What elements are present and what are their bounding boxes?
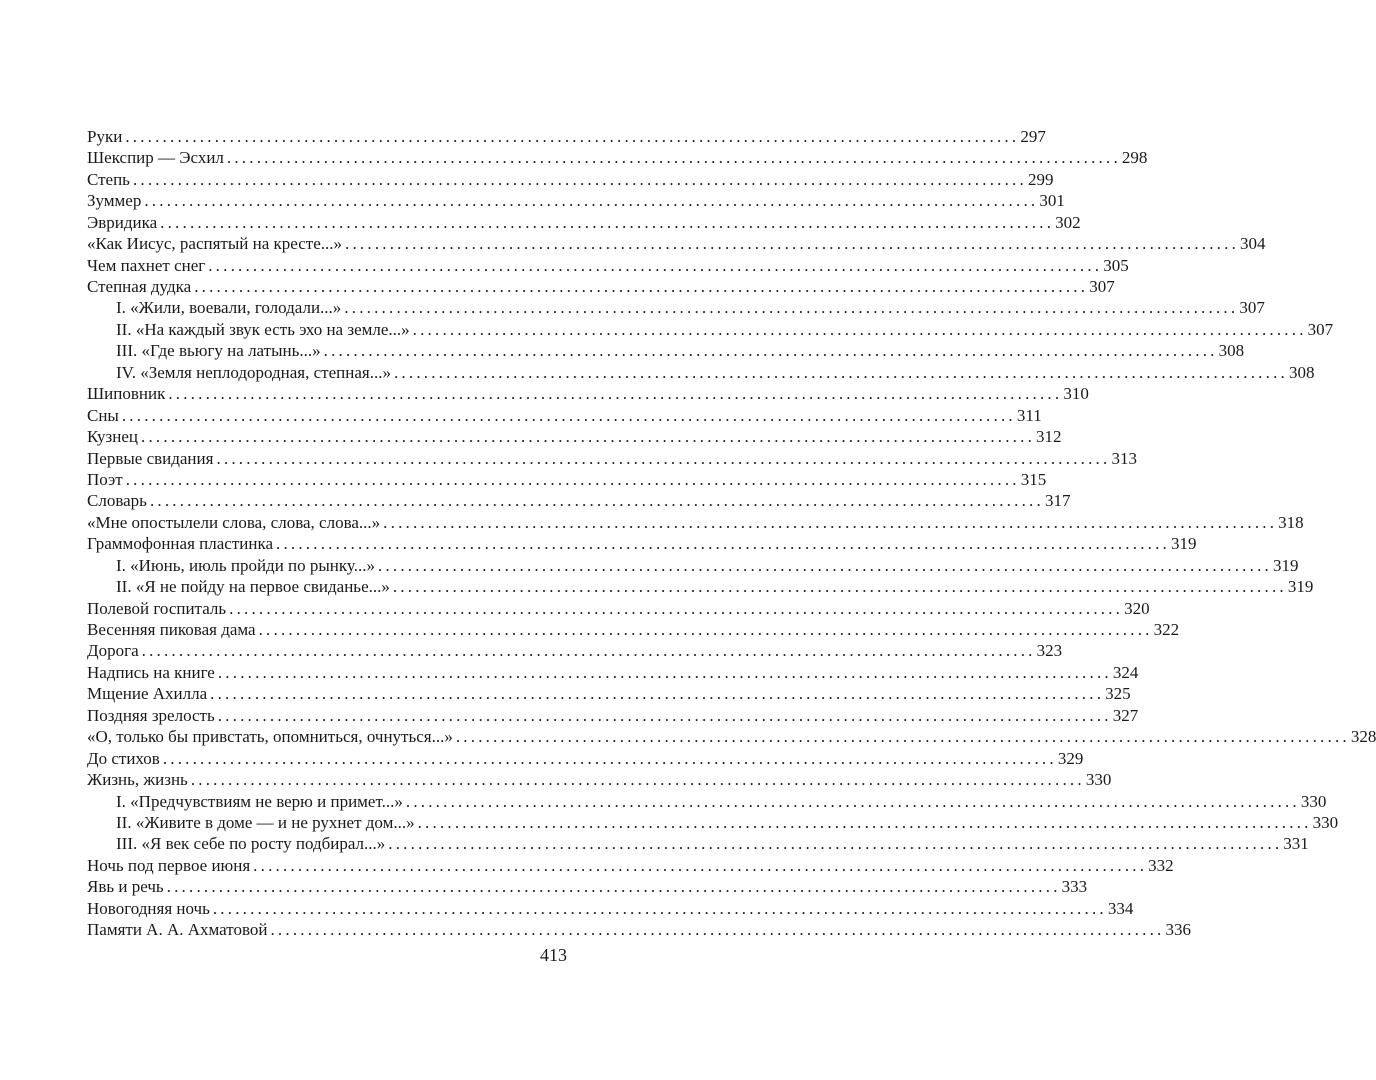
dot-leader: ........................................................................................................................: [344, 298, 1239, 318]
dot-leader: ........................................................................................................................: [455, 727, 1350, 747]
toc-entry-title: Поздняя зрелость: [87, 705, 215, 725]
toc-entry: [87, 512, 1304, 533]
toc-entry-title: Степная дудка: [87, 277, 192, 297]
toc-entry-title: II. «Живите в доме — и не рухнет дом...»: [116, 812, 415, 832]
toc-entry: [87, 619, 1180, 640]
toc-entry-page: 302: [1055, 212, 1081, 232]
toc-entry-page: 334: [1107, 898, 1134, 918]
toc-entry-title: III. «Где вьюгу на латынь...»: [116, 341, 321, 361]
toc-entry-title: «О, только бы привстать, опомниться, очнуться...»: [87, 727, 453, 747]
toc-entry-title: Дорога: [87, 641, 139, 661]
page-number: 413: [540, 945, 567, 965]
toc-entry-title: I. «Жили, воевали, голодали...»: [116, 298, 342, 318]
dot-leader: ........................................................................................................................: [194, 277, 1089, 297]
toc-entry-page: 322: [1153, 620, 1180, 640]
toc-entry: [87, 276, 1115, 297]
toc-entry-title: Полевой госпиталь: [87, 598, 227, 618]
dot-leader: ........................................................................................................................: [258, 620, 1153, 640]
toc-entry: [87, 898, 1134, 919]
toc-entry-page: 301: [1039, 191, 1065, 211]
toc-entry-page: 318: [1278, 512, 1304, 532]
toc-entry-title: Памяти А. А. Ахматовой: [87, 920, 268, 940]
toc-entry-page: 319: [1272, 555, 1299, 575]
toc-entry-title: Эвридика: [87, 212, 158, 232]
toc-entry-title: До стихов: [87, 748, 160, 768]
dot-leader: ........................................................................................................................: [405, 791, 1300, 811]
toc-entry-page: 329: [1057, 748, 1084, 768]
dot-leader: ........................................................................................................................: [345, 234, 1240, 254]
toc-entry-page: 307: [1239, 298, 1265, 318]
toc-entry-page: 319: [1171, 534, 1197, 554]
toc-entry-page: 328: [1350, 727, 1376, 747]
dot-leader: ........................................................................................................................: [226, 148, 1121, 168]
toc-entry: [87, 791, 1327, 812]
toc-entry: [87, 383, 1089, 404]
toc-entry: [87, 233, 1266, 254]
toc-entry: [87, 212, 1081, 233]
toc-entry: [87, 769, 1112, 790]
toc-entry-title: Поэт: [87, 469, 123, 489]
toc-entry: [87, 126, 1046, 147]
toc-entry-title: «Мне опостылели слова, слова, слова...»: [87, 512, 381, 532]
toc-entry-page: 308: [1218, 341, 1245, 361]
toc-entry: [87, 469, 1047, 490]
toc-entry: [87, 705, 1139, 726]
toc-entry-page: 305: [1103, 255, 1129, 275]
toc-entry-title: Весенняя пиковая дама: [87, 620, 256, 640]
toc-entry-page: 308: [1288, 362, 1315, 382]
toc-entry: [87, 169, 1054, 190]
dot-leader: ........................................................................................................................: [208, 255, 1103, 275]
dot-leader: ........................................................................................................................: [217, 705, 1112, 725]
toc-entry-title: I. «Июнь, июль пройди по рынку...»: [116, 555, 375, 575]
toc-entry-title: Надпись на книге: [87, 662, 215, 682]
toc-entry-title: II. «Я не пойду на первое свиданье...»: [116, 577, 390, 597]
toc-entry-title: Явь и речь: [87, 877, 164, 897]
toc-entry-page: 307: [1307, 319, 1334, 339]
dot-leader: ........................................................................................................................: [210, 684, 1105, 704]
toc-entry-page: 311: [1016, 405, 1042, 425]
toc-entry: [87, 812, 1339, 833]
toc-entry-page: 307: [1089, 277, 1115, 297]
toc-entry-page: 333: [1061, 877, 1088, 897]
toc-entry: [87, 405, 1042, 426]
dot-leader: ........................................................................................................................: [393, 362, 1288, 382]
dot-leader: ........................................................................................................................: [388, 834, 1283, 854]
toc-entry-title: IV. «Земля неплодородная, степная...»: [116, 362, 391, 382]
toc-entry: [87, 533, 1197, 554]
toc-entry: [87, 876, 1088, 897]
toc-entry-page: 299: [1027, 169, 1054, 189]
toc-entry-page: 336: [1165, 920, 1191, 940]
toc-entry-page: 313: [1111, 448, 1137, 468]
toc-entry-page: 317: [1044, 491, 1071, 511]
dot-leader: ........................................................................................................................: [121, 405, 1016, 425]
toc-entry-page: 304: [1240, 234, 1266, 254]
toc-entry-page: 298: [1121, 148, 1148, 168]
toc-entry: [87, 448, 1137, 469]
toc-entry-title: Ночь под первое июня: [87, 855, 251, 875]
toc-entry: [87, 576, 1314, 597]
toc-entry: [87, 748, 1084, 769]
dot-leader: ........................................................................................................................: [168, 384, 1063, 404]
toc-entry-page: 319: [1287, 577, 1314, 597]
toc-entry-title: III. «Я век себе по росту подбирал...»: [116, 834, 386, 854]
toc-entry-title: Граммофонная пластинка: [87, 534, 273, 554]
toc-entry: [87, 555, 1299, 576]
dot-leader: ........................................................................................................................: [217, 662, 1112, 682]
dot-leader: ........................................................................................................................: [212, 898, 1107, 918]
toc-entry-page: 331: [1283, 834, 1309, 854]
toc-entry: [87, 598, 1150, 619]
toc-entry-page: 323: [1036, 641, 1063, 661]
dot-leader: ........................................................................................................................: [190, 770, 1085, 790]
toc-entry-page: 332: [1148, 855, 1174, 875]
toc-entry: [87, 833, 1309, 854]
toc-entry-page: 315: [1020, 469, 1047, 489]
dot-leader: ........................................................................................................................: [412, 319, 1307, 339]
toc-entry-title: Зуммер: [87, 191, 142, 211]
toc-entry: [87, 490, 1071, 511]
dot-leader: ........................................................................................................................: [253, 855, 1148, 875]
dot-leader: ........................................................................................................................: [229, 598, 1124, 618]
toc-entry-title: Жизнь, жизнь: [87, 770, 188, 790]
toc-entry-title: Сны: [87, 405, 119, 425]
dot-leader: ........................................................................................................................: [166, 877, 1061, 897]
toc-entry: [87, 255, 1129, 276]
toc-entry-page: 297: [1020, 126, 1046, 146]
dot-leader: ........................................................................................................................: [132, 169, 1027, 189]
toc-entry: [87, 362, 1315, 383]
toc-entry-title: Степь: [87, 169, 130, 189]
dot-leader: ........................................................................................................................: [160, 212, 1055, 232]
toc-entry-title: Руки: [87, 126, 123, 146]
toc-entry-title: I. «Предчувствиям не верю и примет...»: [116, 791, 403, 811]
toc-entry: [87, 855, 1174, 876]
toc-entry: [87, 919, 1191, 940]
toc-entry-page: 320: [1124, 598, 1150, 618]
dot-leader: ........................................................................................................................: [383, 512, 1278, 532]
dot-leader: ........................................................................................................................: [125, 126, 1020, 146]
toc-entry-title: «Как Иисус, распятый на кресте...»: [87, 234, 343, 254]
dot-leader: ........................................................................................................................: [141, 641, 1036, 661]
dot-leader: ........................................................................................................................: [377, 555, 1272, 575]
dot-leader: ........................................................................................................................: [270, 920, 1165, 940]
toc-entry: [87, 340, 1245, 361]
toc-entry-title: Словарь: [87, 491, 147, 511]
table-of-contents: [87, 126, 1376, 941]
toc-entry-title: Шиповник: [87, 384, 166, 404]
dot-leader: ........................................................................................................................: [276, 534, 1170, 554]
dot-leader: ........................................................................................................................: [323, 341, 1218, 361]
dot-leader: ........................................................................................................................: [125, 469, 1020, 489]
toc-entry: [87, 298, 1265, 319]
toc-entry-page: 310: [1063, 384, 1089, 404]
dot-leader: ........................................................................................................................: [141, 427, 1036, 447]
toc-entry-title: II. «На каждый звук есть эхо на земле...»: [116, 319, 410, 339]
toc-entry-page: 330: [1085, 770, 1112, 790]
toc-entry: [87, 641, 1063, 662]
toc-entry-page: 324: [1112, 662, 1139, 682]
toc-entry: [87, 426, 1062, 447]
toc-entry-page: 325: [1105, 684, 1131, 704]
toc-entry-page: 330: [1300, 791, 1327, 811]
dot-leader: ........................................................................................................................: [144, 191, 1039, 211]
dot-leader: ........................................................................................................................: [162, 748, 1057, 768]
toc-entry-title: Шекспир — Эсхил: [87, 148, 224, 168]
toc-entry: [87, 683, 1131, 704]
dot-leader: ........................................................................................................................: [392, 577, 1287, 597]
toc-entry-title: Первые свидания: [87, 448, 214, 468]
dot-leader: ........................................................................................................................: [417, 812, 1312, 832]
toc-entry: [87, 147, 1148, 168]
toc-entry-title: Мщение Ахилла: [87, 684, 208, 704]
toc-entry: [87, 662, 1139, 683]
toc-entry: [87, 190, 1065, 211]
toc-entry-title: Новогодняя ночь: [87, 898, 210, 918]
toc-entry-title: Чем пахнет снег: [87, 255, 206, 275]
toc-entry-page: 330: [1312, 812, 1339, 832]
dot-leader: ........................................................................................................................: [149, 491, 1044, 511]
toc-entry-title: Кузнец: [87, 427, 139, 447]
toc-entry: [87, 319, 1334, 340]
toc-entry-page: 327: [1112, 705, 1139, 725]
toc-entry: [87, 726, 1376, 747]
dot-leader: ........................................................................................................................: [216, 448, 1111, 468]
toc-entry-page: 312: [1036, 427, 1062, 447]
